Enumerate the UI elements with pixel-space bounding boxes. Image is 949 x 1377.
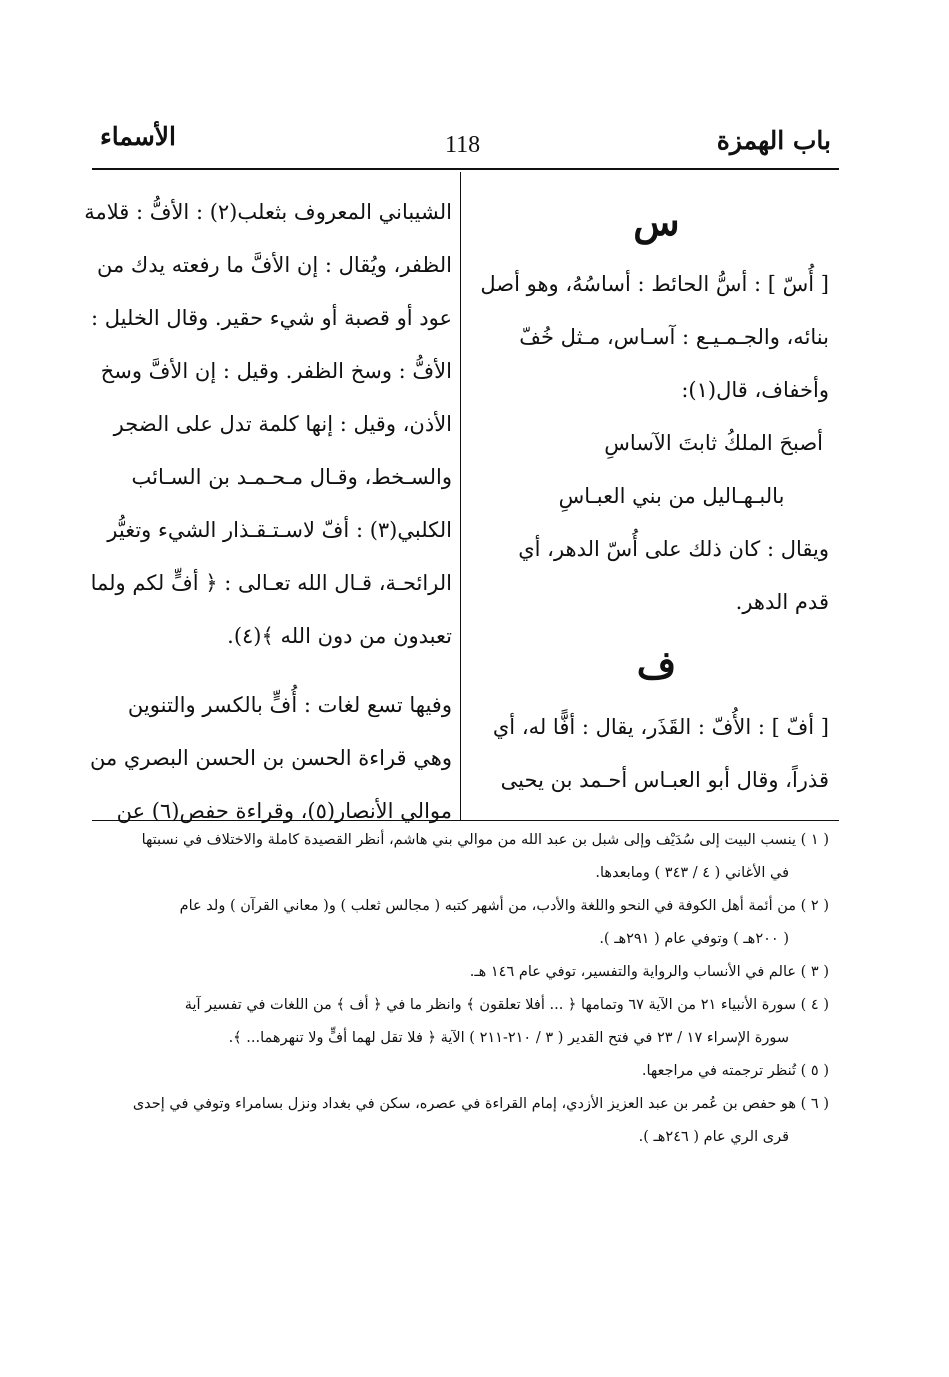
text-line: ويقال : كان ذلك على أُسّ الدهر، أي	[518, 537, 829, 561]
right-column	[480, 186, 829, 807]
footnote-rule	[92, 820, 839, 821]
entry-heading-sin: س	[633, 199, 680, 244]
text-line: الكلبي(٣) : أفّ لاسـتـقـذار الشيء وتغيُّر	[107, 518, 452, 542]
footnote-line: في الأغاني ( ٤ / ٣٤٣ ) ومابعدها.	[595, 865, 789, 881]
footnote-line: قرى الري عام ( ٢٤٦هـ ).	[638, 1129, 789, 1145]
text-line: الشيباني المعروف بثعلب(٢) : الأفُّ : قلامة	[84, 200, 452, 224]
footnote-line: ( ٥ ) تُنظر ترجمته في مراجعها.	[641, 1063, 829, 1079]
text-line: الأذن، وقيل : إنها كلمة تدل على الضجر	[113, 412, 452, 436]
header-rule	[92, 168, 839, 170]
entry-heading-fa: ف	[636, 642, 677, 687]
section-title: الأسماء	[100, 122, 176, 151]
text-line: بنائه، والجـمـيـع : آسـاس، مـثل خُفّ	[519, 325, 829, 349]
footnote-line: ( ٤ ) سورة الأنبياء ٢١ من الآية ٦٧ وتمامها ﴿ ... أفلا تعلقون ﴾ وانظر ما في ﴿ أف ﴾ من اللغات في تفسير آية	[184, 997, 829, 1013]
footnote-line: ( ١ ) ينسب البيت إلى سُدَيْف وإلى شبل بن عبد الله من موالي بني هاشم، أنظر القصيدة كاملة والاختلاف في نسبتها	[141, 832, 829, 848]
text-line: وأخفاف، قال(١):	[681, 378, 829, 402]
text-line: [ أُسّ ] : أسُّ الحائط : أساسُهُ، وهو أصل	[480, 272, 829, 296]
footnote-line: ( ٦ ) هو حفص بن عُمر بن عبد العزيز الأزدي، إمام القراءة في عصره، سكن في بغداد ونزل بسامراء وتوفي في إحدى	[132, 1096, 829, 1112]
text-line: قدم الدهر.	[735, 590, 829, 614]
text-line: قذراً، وقال أبو العبـاس أحـمد بن يحيى	[500, 768, 829, 792]
text-line: موالي الأنصار(٥)، وقراءة حفص(٦) عن	[116, 799, 452, 823]
text-line: وهي قراءة الحسن بن الحسن البصري من	[90, 746, 452, 770]
text-line: عود أو قصبة أو شيء حقير. وقال الخليل :	[91, 306, 452, 330]
text-line: الأفُّ : وسخ الظفر. وقيل : إن الأفَّ وسخ	[100, 359, 452, 383]
footnote-line: ( ٣ ) عالم في الأنساب والرواية والتفسير، توفي عام ١٤٦ هـ.	[469, 964, 829, 980]
chapter-title: باب الهمزة	[716, 126, 831, 155]
column-divider	[460, 172, 461, 820]
left-column	[84, 186, 452, 838]
footnote-line: ( ٢ ) من أئمة أهل الكوفة في النحو واللغة والأدب، من أشهر كتبه ( مجالس ثعلب ) و( معاني القرآن ) ولد عام	[179, 898, 829, 914]
text-line: [ أفّ ] : الأُفّ : القَذَر، يقال : أفًّا له، أي	[492, 715, 829, 739]
footnotes	[100, 824, 829, 1154]
verse-line: بالبـهـاليل من بني العبـاسِ	[558, 484, 785, 508]
text-line: الرائحـة، قـال الله تعـالى : ﴿ أفٍّ لكم ولما	[90, 571, 452, 595]
text-line: وفيها تسع لغات : أُفٍّ بالكسر والتنوين	[127, 693, 452, 717]
footnote-line: سورة الإسراء ١٧ / ٢٣ في فتح القدير ( ٣ / ٢١٠-٢١١ ) الآية ﴿ فلا تقل لهما أفٍّ ولا تنهرهما... ﴾.	[228, 1030, 789, 1046]
text-line: الظفر، ويُقال : إن الأفَّ ما رفعته يدك من	[97, 253, 452, 277]
text-line: تعبدون من دون الله ﴾(٤).	[227, 624, 452, 648]
footnote-line: ( ٢٠٠هـ ) وتوفي عام ( ٢٩١هـ ).	[599, 931, 789, 947]
verse-line: أصبحَ الملكُ ثابتَ الآساسِ	[604, 431, 823, 455]
page-number: 118	[445, 132, 481, 158]
text-line: والسـخط، وقـال مـحـمـد بن السـائب	[131, 465, 452, 489]
